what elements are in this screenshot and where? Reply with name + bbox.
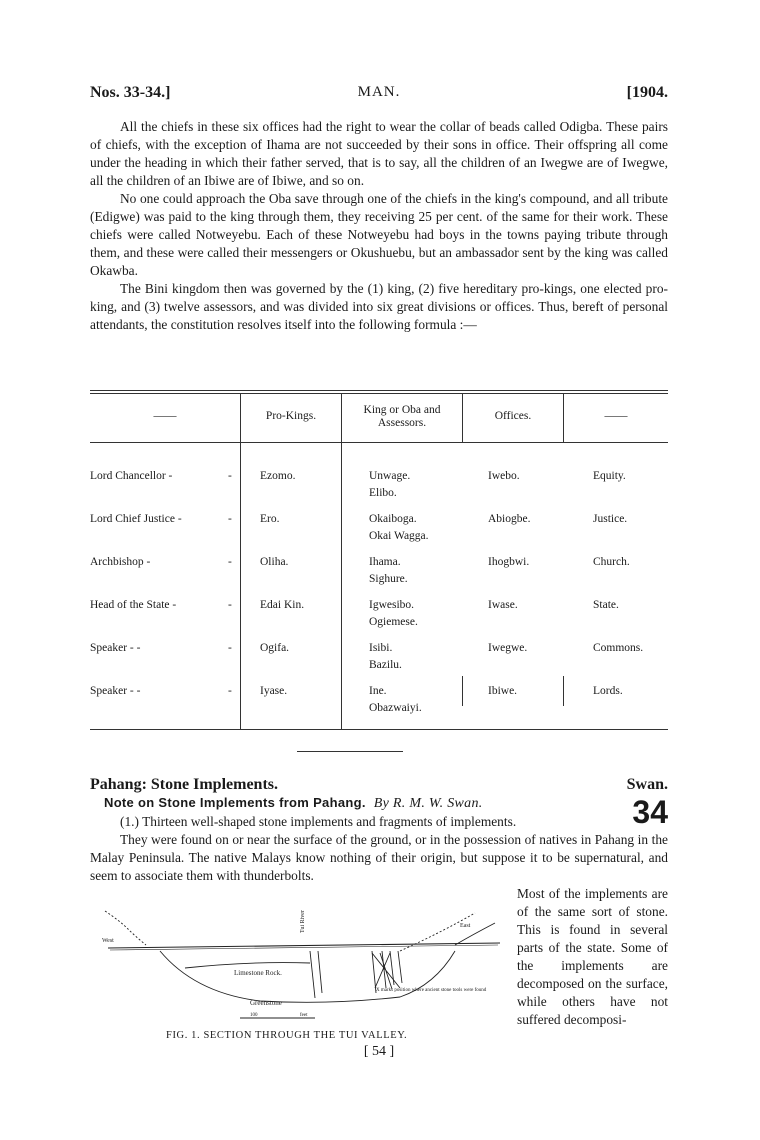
year: [1904. [626,84,668,101]
col-divider [563,676,564,706]
section-heading [90,776,668,794]
section-author: Swan. [626,776,668,793]
pro-king-cell: Edai Kin. [260,599,305,611]
fig-label-tui: Tui River [300,910,306,933]
fig-scale-value: 100 [250,1013,258,1018]
fig-label-limestone: Limestone Rock. [234,969,282,977]
assessor-cell: Ihama. [369,556,401,568]
paragraph: They were found on or near the surface of the ground, or in the possession of natives in Pahang in the Malay Peninsula. The native Malays know nothing of their origin, but suppose it to be supernatural, and seem to associate them with thunderbolts. [90,832,668,883]
table-top-rule-double [90,393,668,394]
article-text [90,813,668,885]
title-cell: Archbishop - [90,556,151,568]
domain-cell: Church. [593,556,630,568]
title-cell: Lord Chancellor - [90,470,173,482]
col-header: Pro-Kings. [265,410,317,422]
office-cell: Abiogbe. [488,513,531,525]
col-header: —— [153,410,177,422]
note-heading [104,795,483,812]
page-number: [ 54 ] [363,1044,395,1059]
paragraph: All the chiefs in these six offices had the right to wear the collar of beads called Odigba. These pairs of chiefs, with the exception of Ihama are not succeeded by their sons in office. Their offspring all come under the heading in which their father served, that is to say, all the children of an Iwegwe are of Iwegwe, all the children of an Ibiwe are of Ibiwe, and so on. [90,119,668,188]
col-header: King or Oba and Assessors. [363,404,441,429]
assessor-cell: Obazwaiyi. [369,702,422,714]
paragraph: No one could approach the Oba save through one of the chiefs in the king's compound, and all tribute (Edigwe) was paid to the king through them, they receiving 25 per cent. of the same for their work. These chiefs were called Notweyebu. Each of these Notweyebu had boys in the towns paying tribute through them, and these were called their messengers or Okushuebu, but an ambassador sent by the king was called Okawba. [90,191,668,278]
domain-cell: Equity. [593,470,626,482]
dash-cell: - [228,470,232,482]
assessor-cell: Isibi. [369,642,393,654]
title-cell: Speaker - - [90,642,141,654]
figure-caption: FIG. 1. SECTION THROUGH THE TUI VALLEY. [166,1030,408,1041]
col-divider [341,394,342,730]
office-cell: Ibiwe. [488,685,518,697]
assessor-cell: Igwesibo. [369,599,415,611]
note-title: Note on Stone Implements from Pahang. [104,795,366,810]
office-cell: Ihogbwi. [488,556,530,568]
domain-cell: State. [593,599,619,611]
header-rule [90,442,668,443]
pro-king-cell: Oliha. [260,556,289,568]
paragraph: (1.) Thirteen well-shaped stone implements and fragments of implements. [120,814,517,829]
pro-king-cell: Ero. [260,513,280,525]
fig-label-east: East [460,923,471,929]
assessor-cell: Unwage. [369,470,411,482]
assessor-cell: Ine. [369,685,387,697]
dash-cell: - [228,685,232,697]
assessor-cell: Okai Wagga. [369,530,429,542]
body-text [90,118,668,334]
pro-king-cell: Iyase. [260,685,288,697]
dash-cell: - [228,599,232,611]
dash-cell: - [228,642,232,654]
title-cell: Speaker - - [90,685,141,697]
note-author: By R. M. W. Swan. [373,796,483,811]
assessor-cell: Elibo. [369,487,397,499]
side-column-text: Most of the implements are of the same sort of stone. This is found in several parts of the state. Some of the implements are decomposed on the surface, while others have not suffered decomposi- [517,886,668,1027]
col-header: Offices. [494,410,532,422]
fig-scale-unit: feet [300,1013,308,1018]
pro-king-cell: Ogifa. [260,642,290,654]
assessor-cell: Okaiboga. [369,513,417,525]
title-cell: Lord Chief Justice - [90,513,182,525]
journal-title: MAN. [357,84,401,100]
fig-label-greenstone: Greenstone [250,999,282,1007]
table-top-rule [90,390,668,391]
fig-label-marks: X marks position where ancient stone tools were found [376,988,487,993]
article-number: 34 [632,794,668,830]
dash-cell: - [228,513,232,525]
title-cell: Head of the State - [90,599,177,611]
issue-number: Nos. 33-34.] [90,84,171,101]
assessor-cell: Ogiemese. [369,616,418,628]
valley-section-figure [100,893,505,1028]
col-divider [462,676,463,706]
fig-label-west: West [102,938,114,944]
dash-cell: - [228,556,232,568]
assessor-cell: Sighure. [369,573,408,585]
section-title: Pahang: Stone Implements. [90,776,279,793]
domain-cell: Justice. [593,513,628,525]
section-divider [297,751,403,752]
pro-king-cell: Ezomo. [260,470,296,482]
assessor-cell: Bazilu. [369,659,402,671]
col-header: —— [604,410,628,422]
office-cell: Iwegwe. [488,642,528,654]
table-bottom-rule [90,729,668,730]
domain-cell: Commons. [593,642,644,654]
page-header [90,84,668,104]
office-cell: Iwebo. [488,470,520,482]
domain-cell: Lords. [593,685,623,697]
office-cell: Iwase. [488,599,518,611]
col-divider [240,394,241,730]
paragraph: The Bini kingdom then was governed by the (1) king, (2) five hereditary pro-kings, one elected pro-king, and (3) twelve assessors, and was divided into six great divisions or offices. Thus, bereft of personal attendants, the constitution resolves itself into the following formula :— [90,281,668,332]
